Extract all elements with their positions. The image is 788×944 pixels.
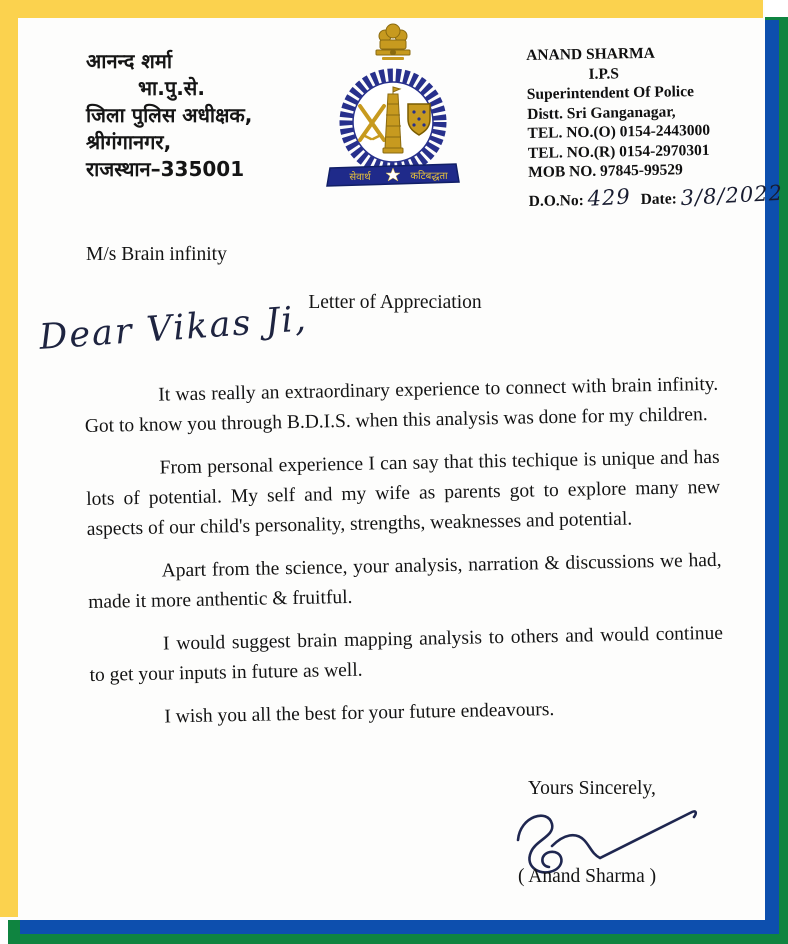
sender-name-hindi: आनन्द शर्मा [86, 49, 173, 73]
motto-ribbon [327, 164, 459, 186]
sender-mobile: MOB NO. 97845-99529 [528, 161, 683, 181]
sender-designation: Superintendent Of Police [526, 83, 695, 103]
closing-line: Yours Sincerely, [528, 778, 656, 799]
paragraph-2: From personal experience I can say that this techique is unique and has lots of potential. My self and my wife as parents got to explore many new aspects of our child's personality, strengths, weaknesses and potential. [86, 446, 721, 540]
rajasthan-police-emblem-icon [322, 20, 464, 203]
sender-city-hindi: श्रीगंगानगर, [86, 130, 172, 154]
sender-designation-hindi: जिला पुलिस अधीक्षक, [86, 103, 253, 127]
sender-tel-office: TEL. NO.(O) 0154-2443000 [527, 121, 711, 142]
signatory-name: ( Anand Sharma ) [518, 866, 657, 887]
sender-service: I.P.S [588, 64, 620, 83]
sender-service-hindi: भा.पु.से. [138, 76, 205, 100]
recipient-line: M/s Brain infinity [86, 244, 227, 265]
motto-text-right: कटिबद्धता [410, 171, 448, 182]
sender-tel-residence: TEL. NO.(R) 0154-2970301 [527, 141, 710, 162]
motto-text-left: सेवार्थ [349, 172, 371, 183]
letter-body [84, 370, 725, 747]
salutation-handwritten: Dear Vikas Ji, [38, 299, 310, 358]
paragraph-5: I wish you all the best for your future endeavours. [164, 699, 555, 728]
ashoka-capital-icon [376, 24, 410, 60]
sender-state-pin-hindi: राजस्थान–335001 [86, 157, 245, 181]
sender-block-english [526, 42, 784, 211]
paragraph-1: It was really an extraordinary experience to connect with brain infinity. Got to know you through B.D.I.S. when this analysis was done for my children. [84, 373, 719, 437]
do-number-line [528, 180, 784, 211]
do-number-label: D.O.No: [528, 191, 584, 210]
letter-title: Letter of Appreciation [308, 292, 482, 313]
paragraph-4: I would suggest brain mapping analysis to others and would continue to get your inputs in future as well. [89, 622, 724, 686]
sender-district: Distt. Sri Ganganagar, [527, 102, 676, 123]
date-label: Date: [640, 189, 677, 208]
date-value-handwritten: 3/8/2022 [680, 180, 784, 210]
do-number-value-handwritten: 429 [587, 183, 632, 211]
paragraph-3: Apart from the science, your analysis, narration & discussions we had, made it more anthentic & fruitful. [88, 549, 722, 613]
sender-block-hindi [86, 48, 252, 183]
sender-name: ANAND SHARMA [526, 44, 656, 64]
